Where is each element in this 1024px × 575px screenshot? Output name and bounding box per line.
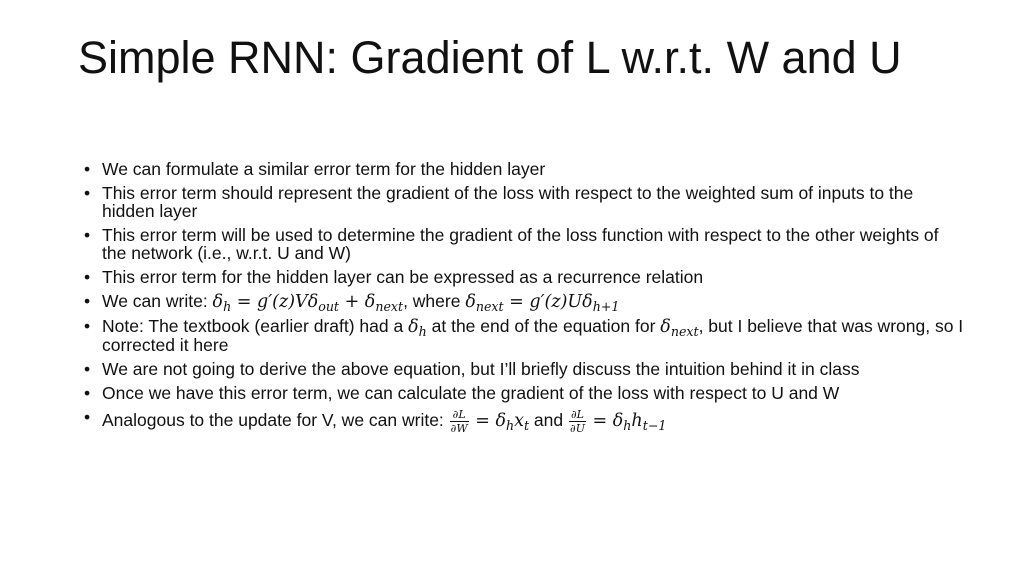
list-item xyxy=(84,226,964,262)
list-item xyxy=(84,160,964,178)
bullet-text: We are not going to derive the above equation, but I’ll briefly discuss the intuition behind it in class xyxy=(102,359,860,379)
bullet-icon: • xyxy=(84,267,91,287)
equation-dl-du: $\frac{\partial L}{\partial U}$ = $\delta_hh_{t-1}$ xyxy=(570,408,667,435)
bullet-icon: • xyxy=(84,383,91,403)
bullet-text: We can formulate a similar error term for the hidden layer xyxy=(102,159,546,179)
bullet-icon: • xyxy=(84,316,91,336)
bullet-text: Once we have this error term, we can calculate the gradient of the loss with respect to U and W xyxy=(102,383,840,403)
bullet-text-mid: and xyxy=(529,410,568,430)
bullet-text-prefix: Analogous to the update for V, we can write: xyxy=(102,410,449,430)
bullet-text-mid: , where xyxy=(403,291,466,311)
equation-dl-dw: $\frac{\partial L}{\partial W}$ = $\delta_hx_t$ xyxy=(450,408,530,435)
bullet-text-mid: at the end of the equation for xyxy=(426,316,661,336)
bullet-list xyxy=(84,160,964,441)
bullet-text-prefix: Note: The textbook (earlier draft) had a xyxy=(102,316,409,336)
bullet-text: This error term will be used to determine the gradient of the loss function with respect to the other weights of the network (i.e., w.r.t. U and W) xyxy=(102,225,939,263)
symbol-delta-next: $\delta_{next}$ xyxy=(660,317,699,339)
bullet-text-prefix: We can write: xyxy=(102,291,213,311)
symbol-delta-h: $\delta_h$ xyxy=(408,317,427,339)
bullet-text: This error term for the hidden layer can be expressed as a recurrence relation xyxy=(102,267,704,287)
list-item xyxy=(84,268,964,286)
list-item xyxy=(84,317,964,354)
bullet-text: This error term should represent the gradient of the loss with respect to the weighted sum of inputs to the hidden layer xyxy=(102,183,914,221)
equation-delta-h: $\delta_h = g'(z)V\delta_{out} + \delta_{next}$ xyxy=(212,292,404,314)
bullet-icon: • xyxy=(84,407,91,427)
list-item xyxy=(84,384,964,402)
bullet-icon: • xyxy=(84,291,91,311)
list-item xyxy=(84,291,964,314)
equation-delta-next: $\delta_{next} = g'(z)U\delta_{h+1}$ xyxy=(465,292,620,314)
list-item xyxy=(84,360,964,378)
slide-title: Simple RNN: Gradient of L w.r.t. W and U xyxy=(78,32,902,83)
bullet-icon: • xyxy=(84,225,91,245)
list-item xyxy=(84,408,964,435)
list-item xyxy=(84,184,964,220)
bullet-icon: • xyxy=(84,159,91,179)
bullet-icon: • xyxy=(84,359,91,379)
bullet-icon: • xyxy=(84,183,91,203)
bullet-text-suffix: , but I believe that was wrong, so I corrected it here xyxy=(102,316,964,355)
